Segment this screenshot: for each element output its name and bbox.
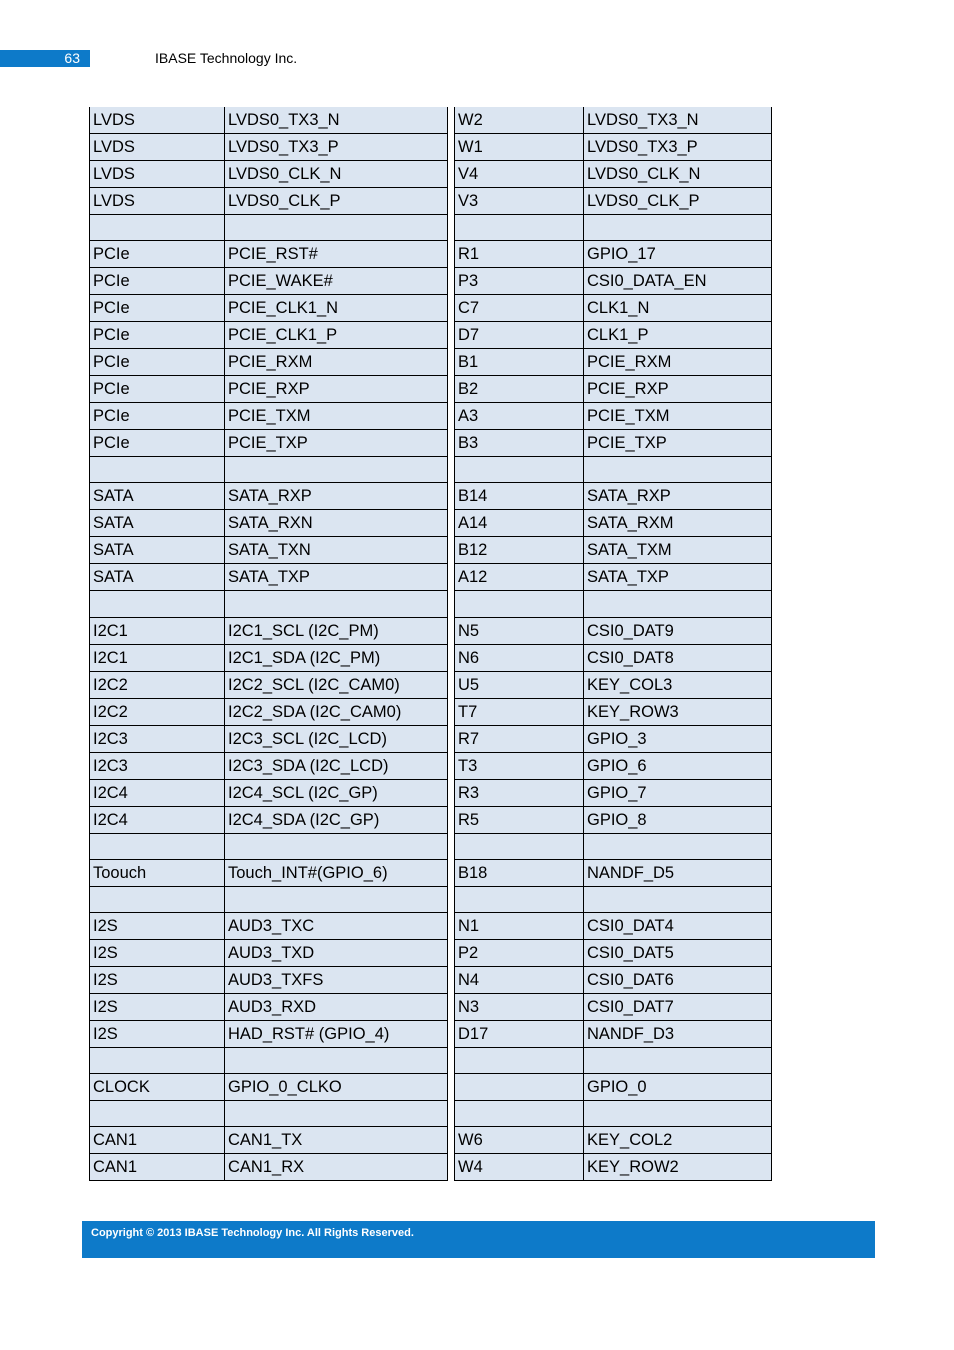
ball-cell: W4 xyxy=(455,1154,584,1181)
pad-name-cell: NANDF_D5 xyxy=(584,859,772,886)
ball-cell: A12 xyxy=(455,564,584,591)
pad-name-cell: CLK1_N xyxy=(584,295,772,322)
pad-name-cell: CSI0_DAT9 xyxy=(584,617,772,644)
pad-name-cell: NANDF_D3 xyxy=(584,1020,772,1047)
pad-name-cell: SATA_TXM xyxy=(584,537,772,564)
ball-cell: D7 xyxy=(455,322,584,349)
ball-cell: B12 xyxy=(455,537,584,564)
pad-name-cell: LVDS0_TX3_P xyxy=(584,134,772,161)
column-gap xyxy=(448,107,455,134)
table-row xyxy=(90,134,772,161)
company-name: IBASE Technology Inc. xyxy=(155,50,298,66)
ball-cell: N1 xyxy=(455,912,584,939)
pad-name-cell xyxy=(584,833,772,859)
table-row xyxy=(90,698,772,725)
signal-name-cell: SATA_TXN xyxy=(225,537,448,564)
ball-cell: P2 xyxy=(455,939,584,966)
signal-name-cell: AUD3_TXD xyxy=(225,939,448,966)
table-row xyxy=(90,349,772,376)
table-row xyxy=(90,833,772,859)
pad-name-cell: PCIE_TXP xyxy=(584,430,772,457)
pad-name-cell: SATA_RXM xyxy=(584,510,772,537)
table-row xyxy=(90,993,772,1020)
column-gap xyxy=(448,725,455,752)
column-gap xyxy=(448,295,455,322)
signal-group-cell: I2C4 xyxy=(90,779,225,806)
column-gap xyxy=(448,1101,455,1127)
ball-cell: P3 xyxy=(455,268,584,295)
column-gap xyxy=(448,591,455,617)
ball-cell: N5 xyxy=(455,617,584,644)
table-row xyxy=(90,430,772,457)
table-row xyxy=(90,376,772,403)
column-gap xyxy=(448,134,455,161)
table-row xyxy=(90,1047,772,1073)
pad-name-cell: CSI0_DAT4 xyxy=(584,912,772,939)
signal-group-cell: I2S xyxy=(90,993,225,1020)
signal-group-cell: I2C1 xyxy=(90,644,225,671)
pad-name-cell: LVDS0_CLK_N xyxy=(584,161,772,188)
signal-group-cell xyxy=(90,886,225,912)
signal-group-cell: PCIe xyxy=(90,295,225,322)
signal-group-cell: SATA xyxy=(90,564,225,591)
signal-name-cell: LVDS0_CLK_N xyxy=(225,161,448,188)
column-gap xyxy=(448,376,455,403)
signal-group-cell: I2S xyxy=(90,939,225,966)
signal-name-cell: CAN1_RX xyxy=(225,1154,448,1181)
pad-name-cell: GPIO_0 xyxy=(584,1074,772,1101)
pad-name-cell: GPIO_8 xyxy=(584,806,772,833)
ball-cell: V4 xyxy=(455,161,584,188)
table-row xyxy=(90,241,772,268)
ball-cell: N4 xyxy=(455,966,584,993)
signal-group-cell: I2C2 xyxy=(90,698,225,725)
signal-name-cell: I2C1_SCL (I2C_PM) xyxy=(225,617,448,644)
ball-cell: T7 xyxy=(455,698,584,725)
signal-group-cell: SATA xyxy=(90,510,225,537)
table-row xyxy=(90,779,772,806)
pad-name-cell: CSI0_DAT5 xyxy=(584,939,772,966)
table-row xyxy=(90,939,772,966)
signal-group-cell: CAN1 xyxy=(90,1127,225,1154)
column-gap xyxy=(448,349,455,376)
column-gap xyxy=(448,859,455,886)
signal-group-cell: I2S xyxy=(90,1020,225,1047)
signal-group-cell: PCIe xyxy=(90,376,225,403)
signal-name-cell: I2C2_SDA (I2C_CAM0) xyxy=(225,698,448,725)
signal-name-cell xyxy=(225,457,448,483)
ball-cell: U5 xyxy=(455,671,584,698)
table-row xyxy=(90,859,772,886)
table-row xyxy=(90,591,772,617)
column-gap xyxy=(448,188,455,215)
table-row xyxy=(90,457,772,483)
signal-group-cell: SATA xyxy=(90,483,225,510)
signal-name-cell: HAD_RST# (GPIO_4) xyxy=(225,1020,448,1047)
table-row xyxy=(90,617,772,644)
signal-name-cell: GPIO_0_CLKO xyxy=(225,1074,448,1101)
pad-name-cell: CLK1_P xyxy=(584,322,772,349)
pad-name-cell: CSI0_DAT6 xyxy=(584,966,772,993)
column-gap xyxy=(448,698,455,725)
column-gap xyxy=(448,161,455,188)
signal-group-cell: LVDS xyxy=(90,107,225,134)
table-row xyxy=(90,483,772,510)
signal-group-cell: SATA xyxy=(90,537,225,564)
pad-name-cell: GPIO_17 xyxy=(584,241,772,268)
table-row xyxy=(90,403,772,430)
signal-name-cell: PCIE_RXM xyxy=(225,349,448,376)
signal-name-cell: LVDS0_TX3_N xyxy=(225,107,448,134)
pin-assignment-table xyxy=(89,107,772,1181)
ball-cell: W6 xyxy=(455,1127,584,1154)
pad-name-cell: KEY_ROW3 xyxy=(584,698,772,725)
pin-table-container xyxy=(89,107,771,1181)
column-gap xyxy=(448,644,455,671)
column-gap xyxy=(448,322,455,349)
table-row xyxy=(90,806,772,833)
ball-cell: B2 xyxy=(455,376,584,403)
ball-cell: B1 xyxy=(455,349,584,376)
ball-cell: B14 xyxy=(455,483,584,510)
signal-name-cell: SATA_TXP xyxy=(225,564,448,591)
signal-name-cell: AUD3_RXD xyxy=(225,993,448,1020)
ball-cell: B3 xyxy=(455,430,584,457)
pad-name-cell: KEY_ROW2 xyxy=(584,1154,772,1181)
signal-name-cell xyxy=(225,591,448,617)
column-gap xyxy=(448,939,455,966)
signal-name-cell: PCIE_RST# xyxy=(225,241,448,268)
table-row xyxy=(90,322,772,349)
pad-name-cell: LVDS0_CLK_P xyxy=(584,188,772,215)
column-gap xyxy=(448,564,455,591)
column-gap xyxy=(448,241,455,268)
column-gap xyxy=(448,457,455,483)
pad-name-cell: KEY_COL3 xyxy=(584,671,772,698)
signal-group-cell: PCIe xyxy=(90,322,225,349)
signal-group-cell xyxy=(90,833,225,859)
signal-name-cell xyxy=(225,1047,448,1073)
column-gap xyxy=(448,430,455,457)
signal-group-cell: PCIe xyxy=(90,430,225,457)
ball-cell: T3 xyxy=(455,752,584,779)
signal-name-cell: PCIE_CLK1_P xyxy=(225,322,448,349)
signal-group-cell: PCIe xyxy=(90,403,225,430)
footer-bar xyxy=(82,1221,875,1258)
signal-group-cell: LVDS xyxy=(90,134,225,161)
column-gap xyxy=(448,806,455,833)
ball-cell xyxy=(455,886,584,912)
table-row xyxy=(90,912,772,939)
signal-name-cell xyxy=(225,1101,448,1127)
ball-cell: N3 xyxy=(455,993,584,1020)
signal-name-cell: I2C4_SCL (I2C_GP) xyxy=(225,779,448,806)
table-row xyxy=(90,644,772,671)
pad-name-cell: CSI0_DAT7 xyxy=(584,993,772,1020)
signal-group-cell xyxy=(90,1047,225,1073)
table-row xyxy=(90,564,772,591)
signal-name-cell: CAN1_TX xyxy=(225,1127,448,1154)
table-row xyxy=(90,268,772,295)
table-row xyxy=(90,966,772,993)
pad-name-cell xyxy=(584,457,772,483)
ball-cell: A14 xyxy=(455,510,584,537)
pad-name-cell: SATA_RXP xyxy=(584,483,772,510)
table-row xyxy=(90,1074,772,1101)
signal-name-cell xyxy=(225,833,448,859)
ball-cell: C7 xyxy=(455,295,584,322)
table-row xyxy=(90,1101,772,1127)
column-gap xyxy=(448,483,455,510)
pad-name-cell: PCIE_RXP xyxy=(584,376,772,403)
table-row xyxy=(90,215,772,241)
pad-name-cell xyxy=(584,886,772,912)
column-gap xyxy=(448,671,455,698)
pad-name-cell: PCIE_RXM xyxy=(584,349,772,376)
ball-cell xyxy=(455,1101,584,1127)
signal-name-cell: I2C4_SDA (I2C_GP) xyxy=(225,806,448,833)
signal-group-cell: I2C2 xyxy=(90,671,225,698)
signal-name-cell: PCIE_CLK1_N xyxy=(225,295,448,322)
pad-name-cell: CSI0_DAT8 xyxy=(584,644,772,671)
table-row xyxy=(90,188,772,215)
ball-cell xyxy=(455,215,584,241)
signal-group-cell: CLOCK xyxy=(90,1074,225,1101)
column-gap xyxy=(448,752,455,779)
table-row xyxy=(90,107,772,134)
signal-group-cell: Toouch xyxy=(90,859,225,886)
page-number: 63 xyxy=(0,50,90,67)
table-row xyxy=(90,161,772,188)
column-gap xyxy=(448,617,455,644)
ball-cell: V3 xyxy=(455,188,584,215)
signal-group-cell: PCIe xyxy=(90,268,225,295)
pad-name-cell: GPIO_7 xyxy=(584,779,772,806)
table-row xyxy=(90,537,772,564)
table-row xyxy=(90,1154,772,1181)
signal-group-cell: I2C4 xyxy=(90,806,225,833)
signal-group-cell: LVDS xyxy=(90,161,225,188)
table-row xyxy=(90,886,772,912)
column-gap xyxy=(448,215,455,241)
pad-name-cell: PCIE_TXM xyxy=(584,403,772,430)
signal-group-cell: I2S xyxy=(90,912,225,939)
table-row xyxy=(90,1020,772,1047)
pad-name-cell xyxy=(584,215,772,241)
signal-name-cell xyxy=(225,886,448,912)
signal-group-cell: I2C3 xyxy=(90,752,225,779)
pad-name-cell: KEY_COL2 xyxy=(584,1127,772,1154)
ball-cell xyxy=(455,833,584,859)
column-gap xyxy=(448,993,455,1020)
ball-cell xyxy=(455,591,584,617)
column-gap xyxy=(448,1154,455,1181)
ball-cell xyxy=(455,1047,584,1073)
signal-name-cell: I2C3_SCL (I2C_LCD) xyxy=(225,725,448,752)
signal-name-cell: AUD3_TXC xyxy=(225,912,448,939)
signal-name-cell: AUD3_TXFS xyxy=(225,966,448,993)
pad-name-cell: GPIO_3 xyxy=(584,725,772,752)
signal-group-cell: I2C3 xyxy=(90,725,225,752)
signal-group-cell xyxy=(90,1101,225,1127)
column-gap xyxy=(448,537,455,564)
pad-name-cell: LVDS0_TX3_N xyxy=(584,107,772,134)
ball-cell: R3 xyxy=(455,779,584,806)
ball-cell: A3 xyxy=(455,403,584,430)
pad-name-cell xyxy=(584,1047,772,1073)
ball-cell: W2 xyxy=(455,107,584,134)
signal-name-cell: PCIE_RXP xyxy=(225,376,448,403)
column-gap xyxy=(448,1074,455,1101)
pad-name-cell: SATA_TXP xyxy=(584,564,772,591)
ball-cell: D17 xyxy=(455,1020,584,1047)
ball-cell: R5 xyxy=(455,806,584,833)
table-row xyxy=(90,1127,772,1154)
table-row xyxy=(90,671,772,698)
signal-name-cell: SATA_RXN xyxy=(225,510,448,537)
column-gap xyxy=(448,886,455,912)
column-gap xyxy=(448,510,455,537)
copyright-text: Copyright © 2013 IBASE Technology Inc. All Rights Reserved. xyxy=(91,1227,414,1239)
column-gap xyxy=(448,833,455,859)
signal-group-cell: I2S xyxy=(90,966,225,993)
table-row xyxy=(90,725,772,752)
ball-cell: R1 xyxy=(455,241,584,268)
table-row xyxy=(90,510,772,537)
pad-name-cell xyxy=(584,591,772,617)
column-gap xyxy=(448,1127,455,1154)
signal-group-cell: LVDS xyxy=(90,188,225,215)
column-gap xyxy=(448,1047,455,1073)
signal-group-cell xyxy=(90,591,225,617)
ball-cell: W1 xyxy=(455,134,584,161)
signal-name-cell: SATA_RXP xyxy=(225,483,448,510)
signal-name-cell: I2C3_SDA (I2C_LCD) xyxy=(225,752,448,779)
ball-cell: B18 xyxy=(455,859,584,886)
pad-name-cell xyxy=(584,1101,772,1127)
ball-cell: R7 xyxy=(455,725,584,752)
signal-name-cell: PCIE_WAKE# xyxy=(225,268,448,295)
signal-group-cell: CAN1 xyxy=(90,1154,225,1181)
ball-cell: N6 xyxy=(455,644,584,671)
signal-group-cell: PCIe xyxy=(90,241,225,268)
signal-group-cell: I2C1 xyxy=(90,617,225,644)
column-gap xyxy=(448,912,455,939)
column-gap xyxy=(448,403,455,430)
signal-name-cell: Touch_INT#(GPIO_6) xyxy=(225,859,448,886)
signal-group-cell xyxy=(90,215,225,241)
pad-name-cell: CSI0_DATA_EN xyxy=(584,268,772,295)
column-gap xyxy=(448,966,455,993)
signal-name-cell xyxy=(225,215,448,241)
column-gap xyxy=(448,268,455,295)
signal-group-cell: PCIe xyxy=(90,349,225,376)
ball-cell xyxy=(455,457,584,483)
column-gap xyxy=(448,1020,455,1047)
signal-name-cell: I2C2_SCL (I2C_CAM0) xyxy=(225,671,448,698)
table-row xyxy=(90,752,772,779)
column-gap xyxy=(448,779,455,806)
table-row xyxy=(90,295,772,322)
signal-group-cell xyxy=(90,457,225,483)
signal-name-cell: LVDS0_CLK_P xyxy=(225,188,448,215)
signal-name-cell: I2C1_SDA (I2C_PM) xyxy=(225,644,448,671)
pin-table-body xyxy=(90,107,772,1181)
pad-name-cell: GPIO_6 xyxy=(584,752,772,779)
signal-name-cell: PCIE_TXM xyxy=(225,403,448,430)
signal-name-cell: LVDS0_TX3_P xyxy=(225,134,448,161)
signal-name-cell: PCIE_TXP xyxy=(225,430,448,457)
ball-cell xyxy=(455,1074,584,1101)
